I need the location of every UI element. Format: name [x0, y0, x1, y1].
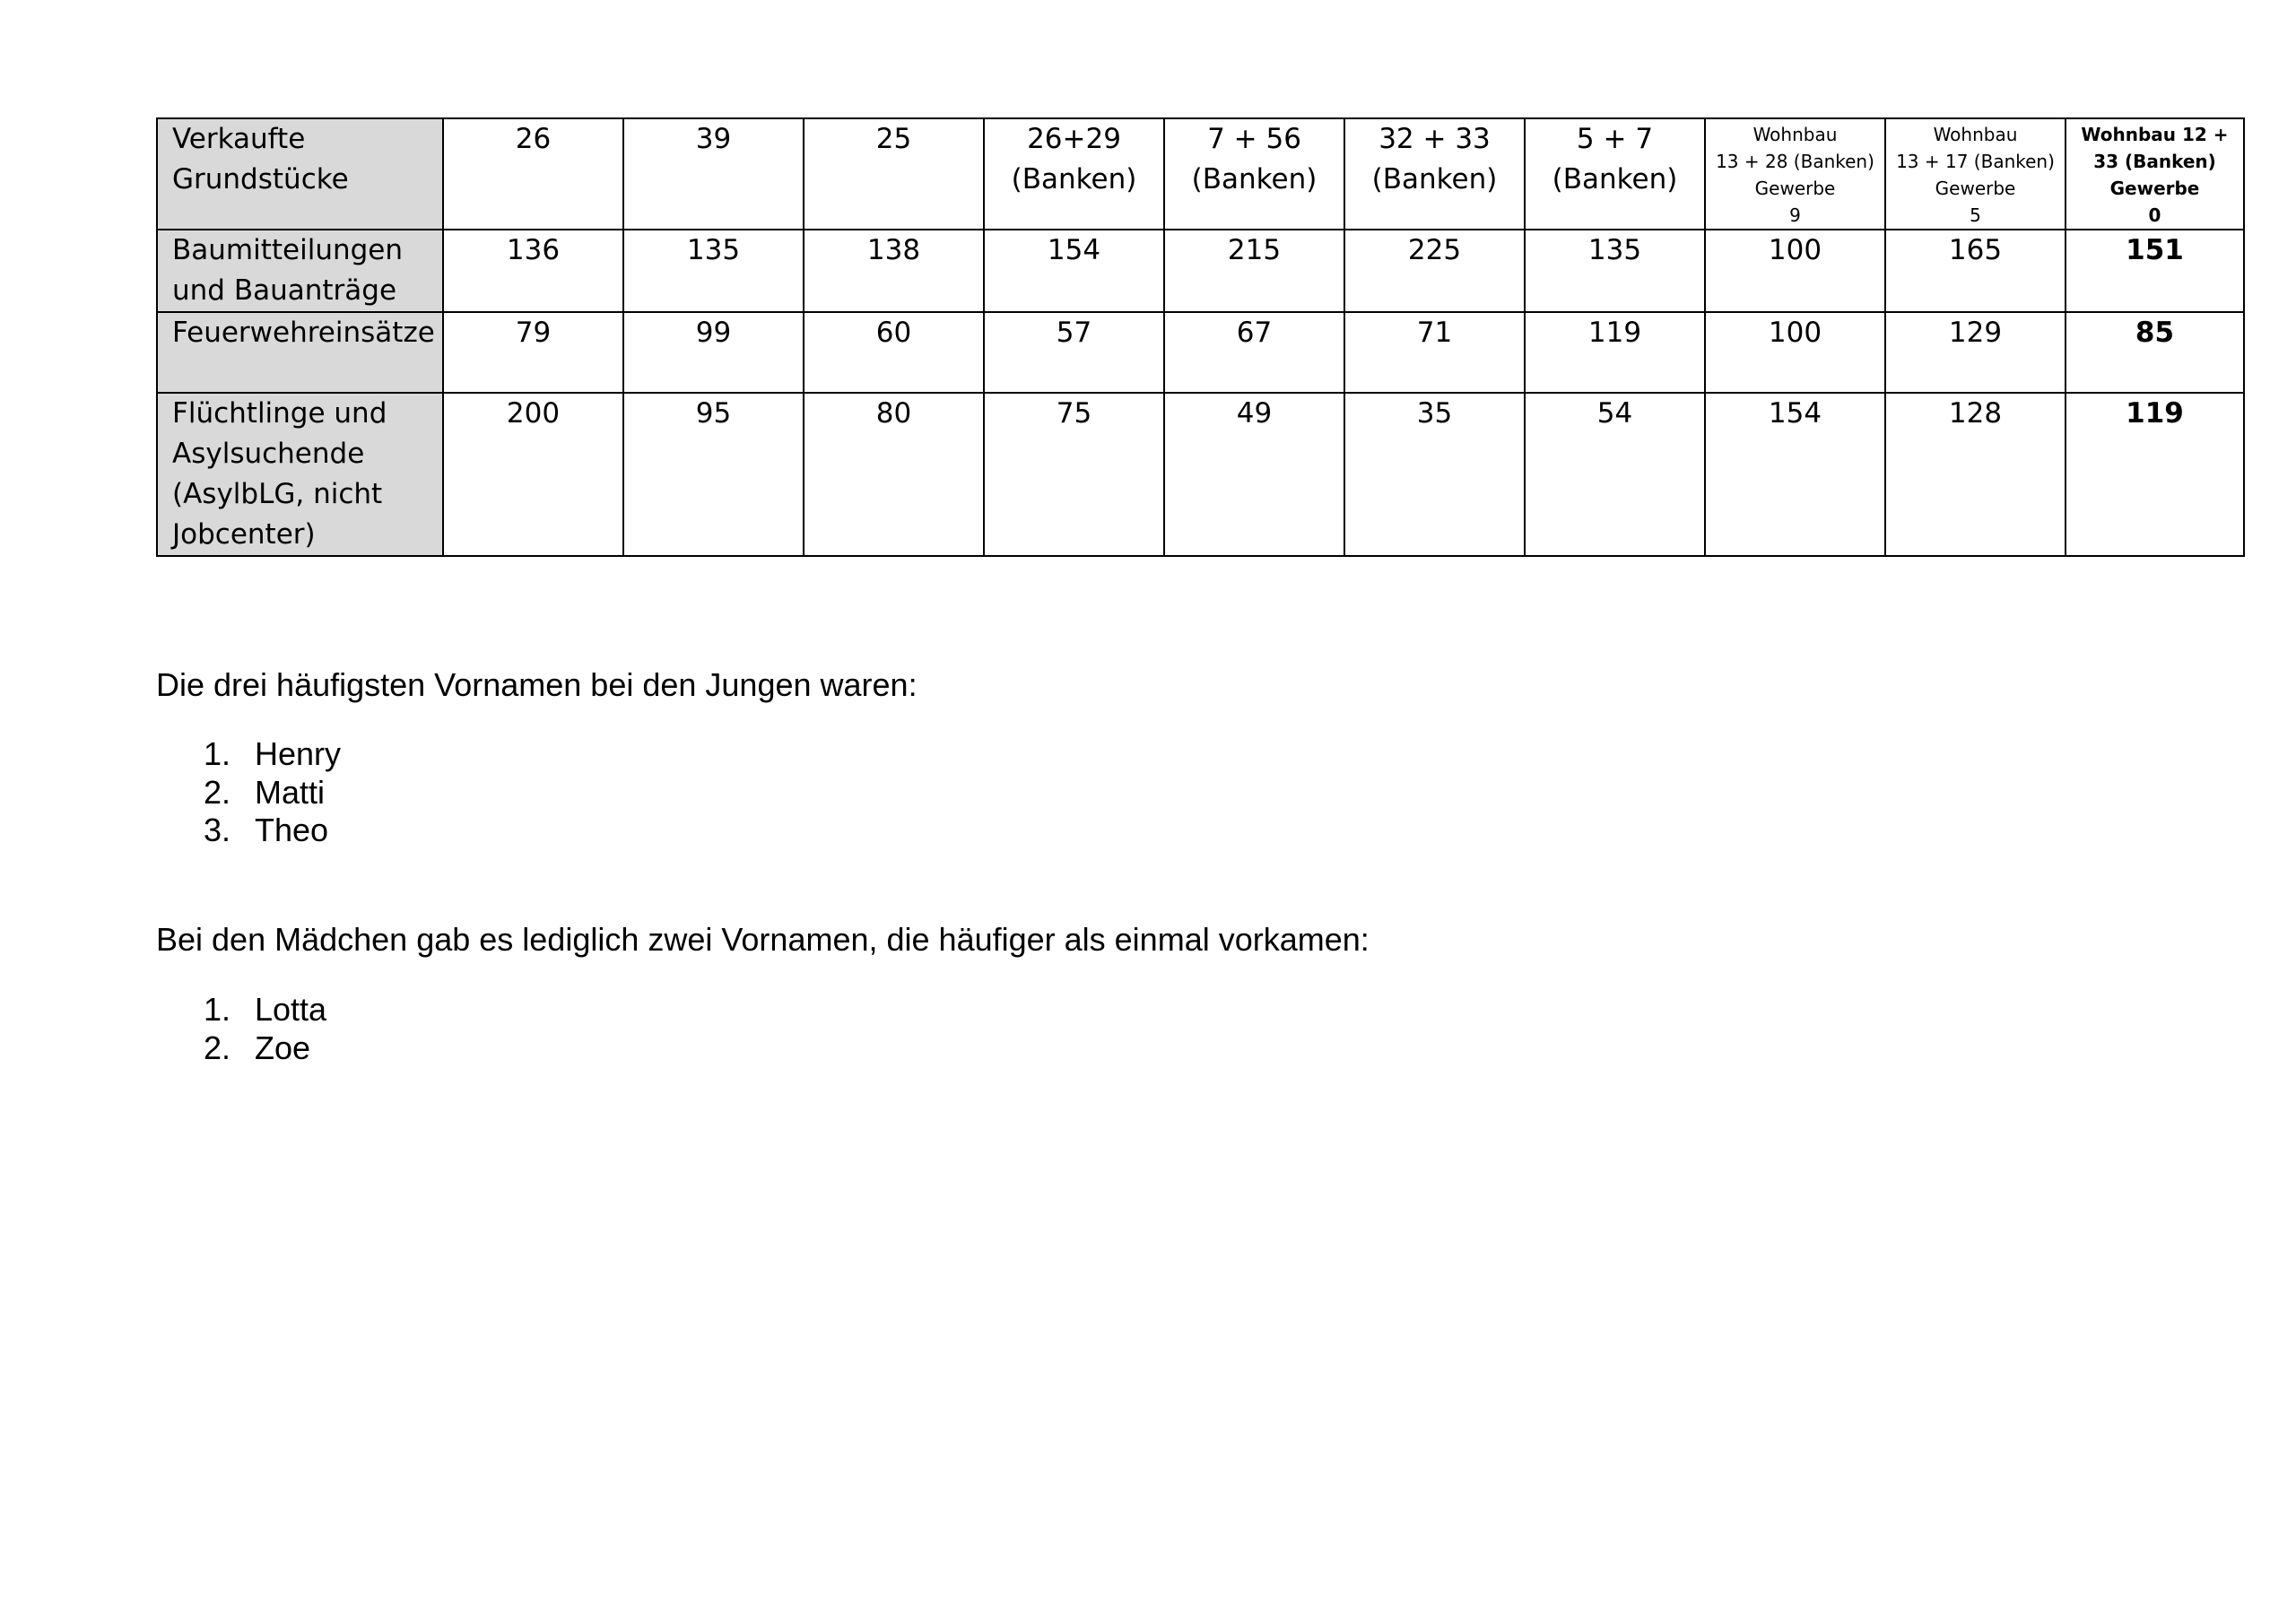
table-cell: 39 [623, 118, 804, 230]
table-cell: 128 [1885, 393, 2066, 556]
table-cell: 80 [804, 393, 984, 556]
table-cell: 225 [1344, 230, 1525, 312]
table-cell: 25 [804, 118, 984, 230]
girls-names-list [156, 991, 326, 1067]
table-cell: 99 [623, 312, 804, 393]
table-cell: 7 + 56 (Banken) [1164, 118, 1344, 230]
table-cell-current: Wohnbau 12 + 33 (Banken) Gewerbe 0 [2066, 118, 2244, 230]
table-cell: 129 [1885, 312, 2066, 393]
table-cell: Wohnbau 13 + 17 (Banken) Gewerbe 5 [1885, 118, 2066, 230]
table-row [157, 230, 2244, 312]
row-label: Baumitteilungen und Bauanträge [157, 230, 443, 312]
statistics-table [156, 117, 2245, 557]
row-label: Feuerwehreinsätze [157, 312, 443, 393]
list-item: 2. Matti [204, 773, 326, 811]
table-cell: 32 + 33 (Banken) [1344, 118, 1525, 230]
list-item: 3. Theo [204, 812, 329, 848]
table-body [157, 118, 2244, 556]
table-cell: 60 [804, 312, 984, 393]
list-item: 1. Henry [204, 735, 342, 772]
table-cell: 135 [623, 230, 804, 312]
list-item: 1. Lotta [204, 991, 327, 1028]
table-cell: 5 + 7 (Banken) [1525, 118, 1705, 230]
table-row [157, 393, 2244, 556]
table-cell: 49 [1164, 393, 1344, 556]
boys-names-list [156, 735, 341, 850]
table-cell: 95 [623, 393, 804, 556]
row-label: Flüchtlinge und Asylsuchende (AsylbLG, nicht Jobcenter) [157, 393, 443, 556]
boys-names-intro: Die drei häufigsten Vornamen bei den Jungen waren: [156, 666, 918, 703]
table-cell: 100 [1705, 230, 1885, 312]
table-row [157, 312, 2244, 393]
girls-names-intro: Bei den Mädchen gab es lediglich zwei Vornamen, die häufiger als einmal vorkamen: [156, 921, 1370, 958]
table-cell: 26+29 (Banken) [984, 118, 1164, 230]
table-cell: 119 [1525, 312, 1705, 393]
table-cell: 136 [443, 230, 623, 312]
row-label: Verkaufte Grundstücke [157, 118, 443, 230]
table-cell: 154 [984, 230, 1164, 312]
table-cell: 75 [984, 393, 1164, 556]
table-cell: 71 [1344, 312, 1525, 393]
list-item: 2. Zoe [204, 1029, 311, 1066]
table-cell: 135 [1525, 230, 1705, 312]
table-cell-current: 119 [2066, 393, 2244, 556]
table-cell: 67 [1164, 312, 1344, 393]
table-row [157, 118, 2244, 230]
table-cell: 154 [1705, 393, 1885, 556]
table-cell: 200 [443, 393, 623, 556]
table-cell: 79 [443, 312, 623, 393]
table-cell-current: 85 [2066, 312, 2244, 393]
table-cell: 54 [1525, 393, 1705, 556]
table-cell: Wohnbau 13 + 28 (Banken) Gewerbe 9 [1705, 118, 1885, 230]
table-cell: 35 [1344, 393, 1525, 556]
table-cell: 138 [804, 230, 984, 312]
table-cell: 57 [984, 312, 1164, 393]
table-cell: 215 [1164, 230, 1344, 312]
table-cell: 165 [1885, 230, 2066, 312]
table-cell-current: 151 [2066, 230, 2244, 312]
table-cell: 26 [443, 118, 623, 230]
table-cell: 100 [1705, 312, 1885, 393]
